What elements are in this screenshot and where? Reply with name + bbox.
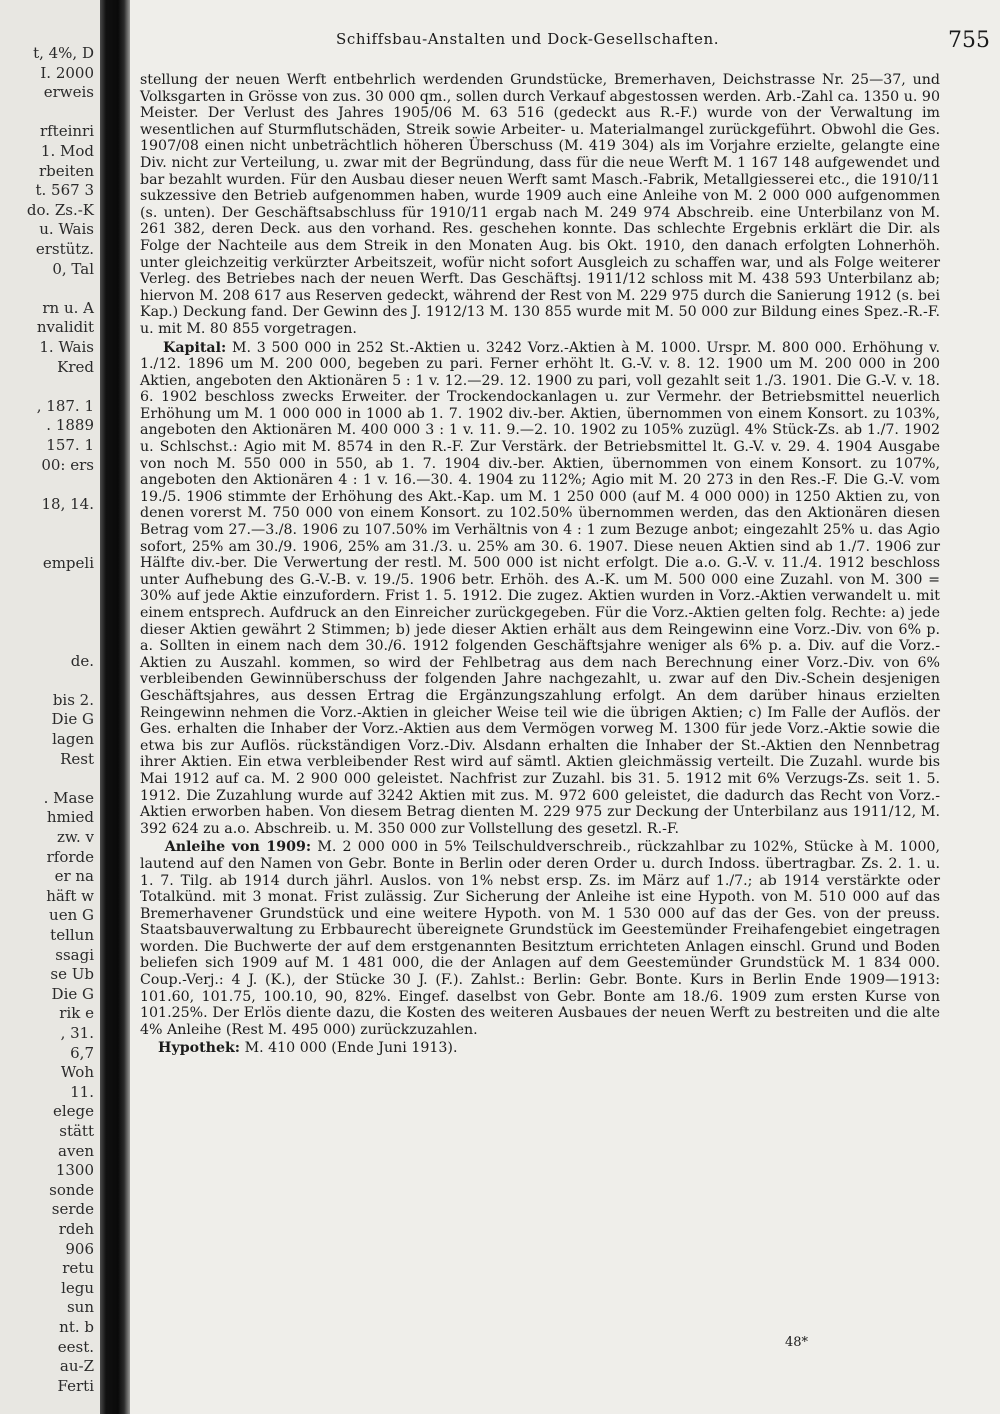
left-page-line: Die G	[51, 710, 94, 729]
signature-mark: 48*	[785, 1335, 809, 1350]
kapital-text: M. 3 500 000 in 252 St.-Aktien u. 3242 Vorz.-Aktien à M. 1000. Urspr. M. 800 000. Erhöhung v. 1./12. 1896 um M. 200 000, begeben zu pari. Ferner erhöht lt. G.-V. v. 8. 12. 1900 um M. 200 000 in 200 Aktien, angeboten den Aktionären 5 : 1 v. 12.—29. 12. 1900 zu pari, voll gezahlt seit 1./3. 1901. Die G.-V. v. 18. 6. 1902 beschloss zwecks Erweiter. der Trockendockanlagen u. zur Vermehr. der Betriebsmittel neuerlich Erhöhung um M. 1 000 000 in 1000 ab 1. 7. 1902 div.-ber. Aktien, übernommen von einem Konsort. zu 103%, angeboten den Aktionären M. 400 000 3 : 1 v. 11. 9.—2. 10. 1902 zu 105% zuzügl. 4% Stück-Zs. ab 1./7. 1902 u. Schlschst.: Agio mit M. 8574 in den R.-F. Zur Verstärk. der Betriebsmittel lt. G.-V. v. 29. 4. 1904 Ausgabe von noch M. 550 000 in 550, ab 1. 7. 1904 div.-ber. Aktien, übernommen von einem Konsort. zu 107%, angeboten den Aktionären 4 : 1 v. 16.—30. 4. 1904 zu 112%; Agio mit M. 20 273 in den Res.-F. Die G.-V. vom 19./5. 1906 stimmte der Erhöhung des Akt.-Kap. um M. 1 250 000 (auf M. 4 000 000) in 1250 Aktien zu, von denen vorerst M. 750 000 von einem Konsort. zu 102.50% übernommen werden, das den Aktionären diesen Betrag vom 27.—3./8. 1906 zu 107.50% im Verhältnis von 4 : 1 zum Bezuge anbot; eingezahlt 25% u. das Agio sofort, 25% am 30./9. 1906, 25% am 31./3. u. 25% am 30. 6. 1907. Diese neuen Aktien sind ab 1./7. 1906 zur Hälfte div.-ber. Die Verwertung der restl. M. 500 000 ist nicht erfolgt. Die a.o. G.-V. v. 11./4. 1912 beschloss unter Aufhebung des G.-V.-B. v. 19./5. 1906 betr. Erhöh. des A.-K. um M. 500 000 eine Zuzahl. von M. 300 = 30% auf jede Aktie einzufordern. Frist 1. 5. 1912. Die zugez. Aktien wurden in Vorz.-Aktien verwandelt u. mit einem entsprech. Aufdruck an den Einreicher zurückgegeben. Für die Vorz.-Aktien gelten folg. Rechte: a) jede dieser Aktien gewährt 2 Stimmen; b) jede dieser Aktien erhält aus dem Reingewinn eine Vorz.-Div. von 6% p. a. Sollten in einem nach dem 30./6. 1912 folgenden Geschäftsjahre weniger als 6% p. a. Div. auf die Vorz.-Aktien zu Auszahl. kommen, so wird der Fehlbetrag aus dem nach Berechnung einer Vorz.-Div. von 6% verbleibenden Gewinnüberschuss der folgenden Jahre nachgezahlt, u. zwar auf den Div.-Schein desjenigen Geschäftsjahres, aus dessen Ertrag die Ergänzungszahlung erfolgt. An dem darüber hinaus erzielten Reingewinn nehmen die Vorz.-Aktien in gleicher Weise teil wie die übrigen Aktien; c) Im Falle der Auflös. der Ges. erhalten die Inhaber der Vorz.-Aktien aus dem Vermögen vorweg M. 1300 für jede Vorz.-Aktie sowie die etwa bis zur Auflös. rückständigen Vorz.-Div. Alsdann erhalten die Inhaber der St.-Aktien den Nennbetrag ihrer Aktien. Ein etwa verbleibender Rest wird auf sämtl. Aktien gleichmässig verteilt. Die Zuzahl. wurde bis Mai 1912 auf ca. M. 2 900 000 geleistet. Nachfrist zur Zuzahl. bis 31. 5. 1912 mit 6% Verzugs-Zs. seit 1. 5. 1912. Die Zuzahlung wurde auf 3242 Aktien mit zus. M. 972 600 geleistet, die dadurch das Recht von Vorz.-Aktien erworben haben. Von diesem Betrag dienten M. 229 975 zur Deckung der Unterbilanz aus 1911/12, M. 392 624 zu a.o. Abschreib. u. M. 350 000 zur Vollstellung des gesetzl. R.-F.	[140, 339, 940, 837]
page-body	[140, 72, 940, 1057]
left-page-line: Kred	[57, 357, 94, 376]
left-page-line: 1300	[55, 1161, 94, 1180]
left-page-line: 11.	[70, 1082, 94, 1101]
running-head: Schiffsbau-Anstalten und Dock-Gesellschaften.	[336, 30, 720, 48]
left-page-line: elege	[52, 1102, 94, 1121]
anleihe-heading: Anleihe von 1909:	[164, 839, 312, 856]
paragraph-anleihe	[140, 839, 940, 1038]
left-page-line: er na	[54, 867, 94, 886]
left-page-line: rik e	[59, 1004, 94, 1023]
left-page-line: uen G	[49, 906, 94, 925]
left-page-line: hmied	[46, 808, 94, 827]
left-page-line: . Mase	[43, 788, 94, 807]
left-page-line: au-Z	[59, 1357, 94, 1376]
hypothek-text: M. 410 000 (Ende Juni 1913).	[244, 1040, 458, 1057]
left-page-line: . 1889	[46, 416, 94, 435]
left-page-line: 1. Mod	[40, 142, 94, 160]
left-page-line: se Ub	[50, 965, 94, 984]
left-page-line: lagen	[52, 730, 94, 748]
left-page-line: , 31.	[60, 1024, 94, 1042]
left-page-line: retu	[62, 1259, 94, 1278]
left-page-line: t. 567 3	[35, 181, 94, 200]
left-page-line: Ferti	[57, 1376, 94, 1395]
left-page-line: 1. Wais	[39, 338, 94, 356]
left-page-line: rn u. A	[42, 298, 94, 317]
left-page-line: rforde	[46, 847, 94, 866]
paragraph-kapital	[140, 340, 940, 838]
left-page-line: nvalidit	[36, 318, 94, 337]
left-page-line: 906	[65, 1239, 94, 1258]
left-page-line: legu	[61, 1278, 94, 1297]
left-page-line: tellun	[50, 926, 94, 944]
anleihe-text: M. 2 000 000 in 5% Teilschuldverschreib., rückzahlbar zu 102%, Stücke à M. 1000, lautend auf den Namen von Gebr. Bonte in Berlin oder deren Order u. durch Indoss. übertragbar. Zs. 2. 1. u. 1. 7. Tilg. ab 1914 durch jährl. Auslos. von 1% nebst ersp. Zs. im März auf 1./7.; ab 1914 verstärkte oder Totalkünd. mit 3 monat. Frist zulässig. Zur Sicherung der Anleihe ist eine Hypoth. von M. 510 000 auf das Bremerhavener Grundstück und eine weitere Hypoth. von M. 1 530 000 auf das der Ges. von der preuss. Staatsbauverwaltung zu Erbbaurecht übereignete Grundstück im Geestemünder Freihafengebiet eingetragen worden. Die Buchwerte der auf dem erstgenannten Besitztum errichteten Anlagen einschl. Grund und Boden beliefen sich 1909 auf M. 1 481 000, die der Anlagen auf dem Geestemünder Grundstück M. 1 834 000. Coup.-Verj.: 4 J. (K.), der Stücke 30 J. (F.). Zahlst.: Berlin: Gebr. Bonte. Kurs in Berlin Ende 1909—1913: 101.60, 101.75, 100.10, 90, 82%. Eingef. daselbst von Gebr. Bonte am 18./6. 1909 zum ersten Kurse von 101.25%. Der Erlös diente dazu, die Kosten des weiteren Ausbaues der neuen Werft zu bestreiten und die alte 4% Anleihe (Rest M. 495 000) zurückzuzahlen.	[140, 839, 941, 1038]
left-page-line: eest.	[57, 1337, 94, 1356]
left-page-line: ssagi	[55, 945, 94, 964]
left-page-line: empeli	[42, 553, 94, 572]
left-page-line: rfteinri	[39, 122, 94, 141]
left-page-line: rdeh	[58, 1220, 94, 1238]
left-page-line: sonde	[49, 1180, 94, 1199]
left-page-line: Die G	[51, 984, 94, 1003]
left-page-line: erweis	[43, 83, 94, 102]
left-page-line: stätt	[59, 1122, 94, 1140]
left-page-line: t, 4%, D	[33, 44, 94, 62]
left-page-line: I. 2000	[40, 63, 94, 82]
book-gutter	[100, 0, 130, 1414]
kapital-heading: Kapital:	[163, 339, 227, 356]
left-page-line: do. Zs.-K	[26, 200, 94, 219]
left-page-line: nt. b	[59, 1318, 94, 1336]
left-page-line: Rest	[60, 749, 94, 768]
left-page-line: sun	[66, 1298, 94, 1317]
left-page-line: 00: ers	[41, 455, 94, 474]
page-number: 755	[948, 28, 990, 53]
left-page-line: 0, Tal	[52, 259, 94, 278]
left-page-line: u. Wais	[39, 220, 94, 239]
left-page-line: 6,7	[70, 1043, 94, 1062]
left-page-line: erstütz.	[35, 240, 94, 258]
adjacent-page-fragment	[0, 0, 100, 1414]
left-page-line: rbeiten	[38, 161, 94, 180]
left-page-line: serde	[51, 1200, 94, 1219]
left-page-line: aven	[58, 1141, 94, 1160]
book-page	[130, 0, 1000, 1414]
left-page-line: de.	[70, 651, 94, 670]
paragraph-hypothek	[140, 1040, 940, 1057]
left-page-line: Woh	[60, 1063, 94, 1082]
left-page-line: häft w	[46, 886, 94, 905]
left-page-line: 18, 14.	[41, 494, 94, 513]
left-page-line: bis 2.	[52, 690, 94, 709]
paragraph-werft: stellung der neuen Werft entbehrlich werdenden Grundstücke, Bremerhaven, Deichstrasse Nr. 25—37, und Volksgarten in Grösse von zus. 30 000 qm., sollen durch Verkauf abgestossen werden. Arb.-Zahl ca. 1350 u. 90 Meister. Der Verlust des Jahres 1905/06 M. 63 516 (gedeckt aus R.-F.) wurde von der Verwaltung im wesentlichen auf Sturmflutschäden, Streik sowie Arbeiter- u. Materialmangel zurückgeführt. Obwohl die Ges. 1907/08 einen nicht unbeträchtlich höheren Überschuss (M. 419 304) als im Vorjahre erzielte, gelangte eine Div. nicht zur Verteilung, u. zwar mit der Begründung, dass für die neue Werft M. 1 167 148 aufgewendet und bar bezahlt wurden. Für den Ausbau dieser neuen Werft samt Masch.-Fabrik, Metallgiesserei etc., die 1910/11 sukzessive den Betrieb aufgenommen haben, wurde 1909 auch eine Anleihe von M. 2 000 000 aufgenommen (s. unten). Der Geschäftsabschluss für 1910/11 ergab nach M. 249 974 Abschreib. eine Unterbilanz von M. 261 382, deren Deck. aus den vorhand. Res. geschehen konnte. Das schlechte Ergebnis erklärt die Dir. als Folge der Nachteile aus dem Streik in den Monaten Aug. bis Okt. 1910, den danach erfolgten Lohnerhöh. unter gleichzeitig verkürzter Arbeitszeit, wofür nicht sofort Ausgleich zu schaffen war, und als Folge weiterer Verleg. des Betriebes nach der neuen Werft. Das Geschäftsj. 1911/12 schloss mit M. 438 593 Unterbilanz ab; hiervon M. 208 617 aus Reserven gedeckt, während der Rest von M. 229 975 durch die Sanierung 1912 (s. bei Kap.) Deckung fand. Der Gewinn des J. 1912/13 M. 130 855 wurde mit M. 50 000 zur Bildung eines Spez.-R.-F. u. mit M. 80 855 vorgetragen.	[140, 72, 940, 337]
hypothek-heading: Hypothek:	[158, 1040, 241, 1057]
left-page-line: 157. 1	[46, 436, 94, 454]
left-page-line: , 187. 1	[36, 396, 94, 415]
left-page-line: zw. v	[57, 828, 94, 846]
